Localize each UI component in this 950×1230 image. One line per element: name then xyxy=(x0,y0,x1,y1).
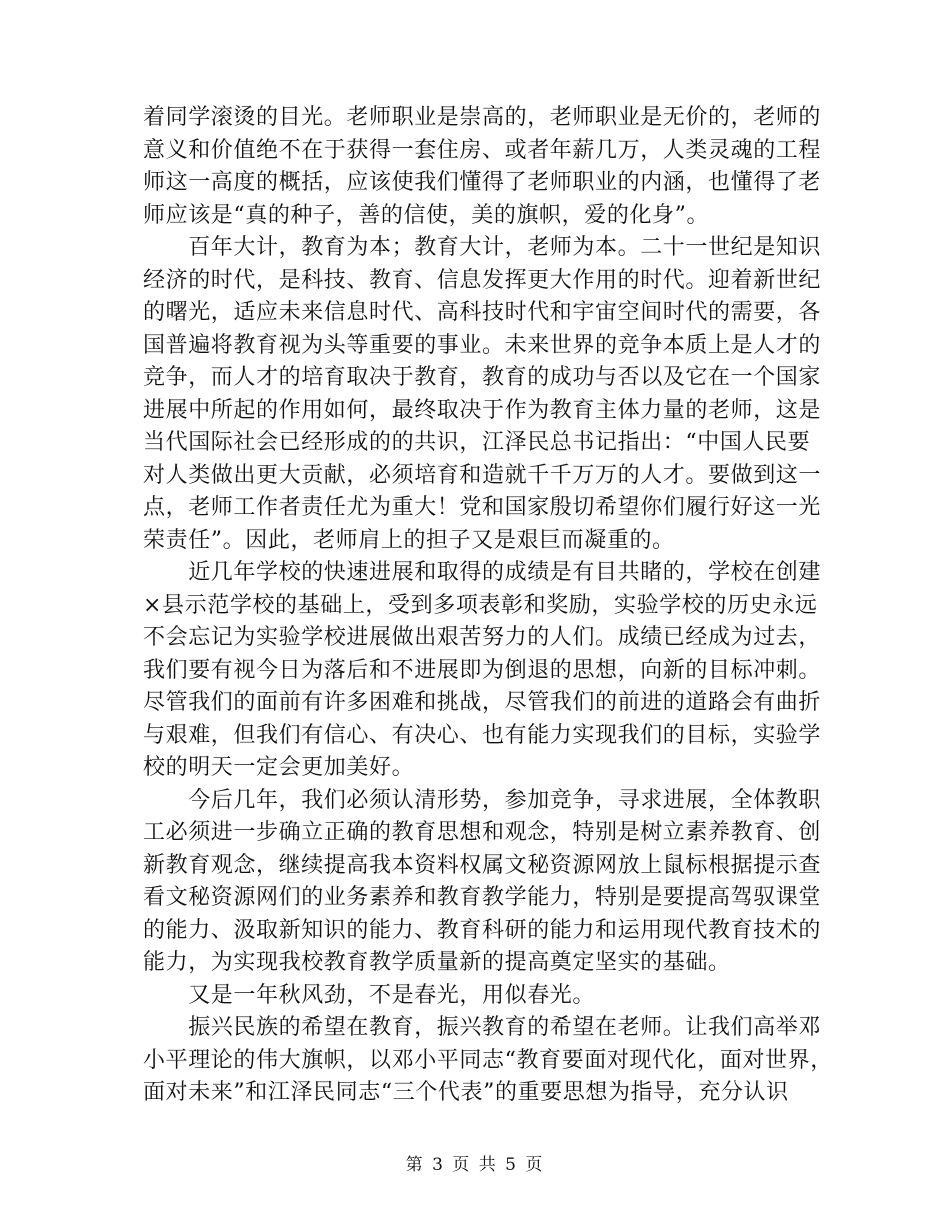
text-line: 师这一高度的概括，应该使我们懂得了老师职业的内涵，也懂得了老 xyxy=(143,170,822,195)
text-line: 百年大计，教育为本；教育大计，老师为本。二十一世纪是知识 xyxy=(143,235,822,260)
text-line: 进展中所起的作用如何，最终取决于作为教育主体力量的老师，这是 xyxy=(143,397,822,423)
page-number-footer: 第 3 页 共 5 页 xyxy=(405,1155,545,1175)
text-line: 近几年学校的快速进展和取得的成绩是有目共睹的，学校在创建 xyxy=(143,560,822,585)
text-line: 竞争，而人才的培育取决于教育，教育的成功与否以及它在一个国家 xyxy=(143,365,822,390)
text-line: 经济的时代，是科技、教育、信息发挥更大作用的时代。迎着新世纪 xyxy=(143,267,822,293)
text-line: 意义和价值绝不在于获得一套住房、或者年薪几万，人类灵魂的工程 xyxy=(143,137,822,163)
text-line: 今后几年，我们必须认清形势，参加竞争，寻求进展，全体教职 xyxy=(143,787,822,813)
text-line: 当代国际社会已经形成的的共识，江泽民总书记指出：“中国人民要 xyxy=(143,430,811,455)
text-line: 工必须进一步确立正确的教育思想和观念，特别是树立素养教育、创 xyxy=(143,820,822,845)
text-line: ×县示范学校的基础上，受到多项表彰和奖励，实验学校的历史永远 xyxy=(143,592,818,618)
text-line: 与艰难，但我们有信心、有决心、也有能力实现我们的目标，实验学 xyxy=(143,722,822,748)
text-line: 不会忘记为实验学校进展做出艰苦努力的人们。成绩已经成为过去， xyxy=(143,625,822,650)
text-line: 新教育观念，继续提高我本资料权属文秘资源网放上鼠标根据提示查 xyxy=(143,852,822,878)
text-line: 校的明天一定会更加美好。 xyxy=(143,755,415,780)
text-line: 对人类做出更大贡献，必须培育和造就千千万万的人才。要做到这一 xyxy=(143,462,822,488)
text-line: 荣责任”。因此，老师肩上的担子又是艰巨而凝重的。 xyxy=(143,527,675,553)
text-line: 振兴民族的希望在教育，振兴教育的希望在老师。让我们高举邓 xyxy=(143,1015,822,1040)
text-line: 我们要有视今日为落后和不进展即为倒退的思想，向新的目标冲刺。 xyxy=(143,657,822,683)
text-line: 又是一年秋风劲，不是春光，用似春光。 xyxy=(143,982,596,1008)
text-line: 小平理论的伟大旗帜，以邓小平同志“教育要面对现代化，面对世界， xyxy=(143,1047,833,1073)
text-line: 着同学滚烫的目光。老师职业是崇高的，老师职业是无价的，老师的 xyxy=(143,105,822,130)
text-line: 的曙光，适应未来信息时代、高科技时代和宇宙空间时代的需要，各 xyxy=(143,300,822,325)
document-body xyxy=(143,102,833,1110)
text-line: 尽管我们的面前有许多困难和挑战，尽管我们的前进的道路会有曲折 xyxy=(143,690,822,715)
text-line: 的能力、汲取新知识的能力、教育科研的能力和运用现代教育技术的 xyxy=(143,917,822,943)
text-line: 师应该是“真的种子，善的信使，美的旗帜，爱的化身”。 xyxy=(143,202,710,228)
text-line: 面对未来”和江泽民同志“三个代表”的重要思想为指导，充分认识 xyxy=(143,1080,789,1105)
text-line: 国普遍将教育视为头等重要的事业。未来世界的竞争本质上是人才的 xyxy=(143,332,822,358)
text-line: 能力，为实现我校教育教学质量新的提高奠定坚实的基础。 xyxy=(143,950,731,975)
text-line: 点，老师工作者责任尤为重大！党和国家殷切希望你们履行好这一光 xyxy=(143,495,822,520)
text-line: 看文秘资源网们的业务素养和教育教学能力，特别是要提高驾驭课堂 xyxy=(143,885,822,910)
